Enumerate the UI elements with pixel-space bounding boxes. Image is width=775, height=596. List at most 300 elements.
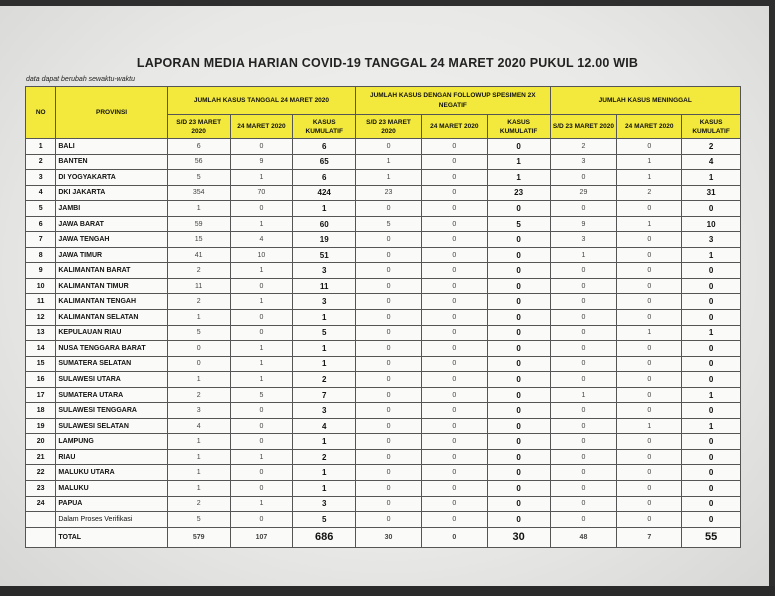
cell-value: 0	[356, 481, 422, 497]
table-row	[26, 496, 741, 512]
cell-kumulatif: 0	[682, 372, 741, 388]
cell-kumulatif: 5	[293, 512, 356, 528]
cell-value: 0	[421, 527, 487, 547]
cell-value: 0	[421, 372, 487, 388]
cell-value: 0	[550, 356, 617, 372]
cell-value: 59	[167, 216, 230, 232]
cell-value: 0	[356, 263, 422, 279]
header-today-negatif: 24 MARET 2020	[421, 115, 487, 139]
cell-value: 0	[421, 387, 487, 403]
cell-kumulatif: 1	[682, 247, 741, 263]
header-kum-negatif: KASUS KUMULATIF	[487, 115, 550, 139]
table-row	[26, 278, 741, 294]
table-row	[26, 294, 741, 310]
cell-value: 1	[230, 356, 293, 372]
cell-value: 10	[230, 247, 293, 263]
cell-value: 1	[167, 310, 230, 326]
cell-value: 56	[167, 154, 230, 170]
table-row	[26, 170, 741, 186]
cell-value: 579	[167, 527, 230, 547]
cell-no: 15	[26, 356, 56, 372]
header-group-meninggal: JUMLAH KASUS MENINGGAL	[550, 87, 740, 115]
cell-kumulatif: 0	[487, 310, 550, 326]
cell-value: 1	[230, 449, 293, 465]
cell-value: 0	[617, 247, 682, 263]
cell-provinsi: SULAWESI UTARA	[56, 372, 167, 388]
cell-value: 0	[230, 310, 293, 326]
cell-kumulatif: 424	[293, 185, 356, 201]
cell-value: 0	[550, 325, 617, 341]
cell-provinsi: KALIMANTAN SELATAN	[56, 310, 167, 326]
cell-no: 12	[26, 310, 56, 326]
table-row	[26, 341, 741, 357]
cell-value: 1	[230, 170, 293, 186]
cell-kumulatif: 1	[682, 387, 741, 403]
cell-value: 0	[167, 356, 230, 372]
table-row	[26, 232, 741, 248]
cell-value: 0	[230, 278, 293, 294]
cell-provinsi: PAPUA	[56, 496, 167, 512]
cell-kumulatif: 1	[682, 418, 741, 434]
cell-value: 1	[167, 372, 230, 388]
table-row	[26, 216, 741, 232]
cell-kumulatif: 60	[293, 216, 356, 232]
cell-kumulatif: 1	[293, 201, 356, 217]
cell-kumulatif: 0	[487, 325, 550, 341]
cell-value: 0	[356, 403, 422, 419]
cell-value: 1	[617, 154, 682, 170]
cell-value: 0	[356, 310, 422, 326]
cell-no: 24	[26, 496, 56, 512]
cell-no: 23	[26, 481, 56, 497]
cell-provinsi: KALIMANTAN TENGAH	[56, 294, 167, 310]
cell-kumulatif: 4	[682, 154, 741, 170]
dark-top-edge	[0, 0, 775, 6]
cell-provinsi: JAWA TIMUR	[56, 247, 167, 263]
cell-no: 18	[26, 403, 56, 419]
cell-kumulatif: 0	[682, 356, 741, 372]
cell-value: 0	[617, 201, 682, 217]
table-row	[26, 325, 741, 341]
cell-no: 5	[26, 201, 56, 217]
cell-kumulatif: 0	[487, 372, 550, 388]
cell-kumulatif: 3	[682, 232, 741, 248]
cell-kumulatif: 0	[487, 449, 550, 465]
cell-value: 0	[421, 325, 487, 341]
cell-kumulatif: 0	[682, 201, 741, 217]
cell-kumulatif: 0	[487, 481, 550, 497]
cell-kumulatif: 3	[293, 263, 356, 279]
table-row	[26, 372, 741, 388]
header-kum-meninggal: KASUS KUMULATIF	[682, 115, 741, 139]
cell-value: 9	[230, 154, 293, 170]
cell-kumulatif: 23	[487, 185, 550, 201]
cell-value: 0	[617, 341, 682, 357]
cell-value: 0	[550, 201, 617, 217]
cell-value: 23	[356, 185, 422, 201]
cell-kumulatif: 0	[487, 356, 550, 372]
cell-value: 0	[421, 154, 487, 170]
cell-value: 1	[167, 434, 230, 450]
dark-right-edge	[769, 0, 775, 596]
cell-value: 4	[230, 232, 293, 248]
cell-value: 0	[550, 278, 617, 294]
cell-value: 0	[421, 341, 487, 357]
cell-value: 2	[167, 496, 230, 512]
cell-kumulatif: 1	[293, 356, 356, 372]
cell-provinsi: MALUKU	[56, 481, 167, 497]
cell-provinsi: SUMATERA UTARA	[56, 387, 167, 403]
cell-provinsi: BALI	[56, 139, 167, 155]
table-row	[26, 139, 741, 155]
table-row	[26, 154, 741, 170]
covid-report-table	[25, 86, 741, 548]
cell-value: 0	[421, 356, 487, 372]
cell-value: 0	[356, 512, 422, 528]
cell-value: 0	[550, 481, 617, 497]
cell-no	[26, 527, 56, 547]
cell-value: 15	[167, 232, 230, 248]
cell-no: 13	[26, 325, 56, 341]
cell-kumulatif: 0	[487, 403, 550, 419]
cell-kumulatif: 4	[293, 418, 356, 434]
cell-value: 5	[230, 387, 293, 403]
cell-provinsi: KEPULAUAN RIAU	[56, 325, 167, 341]
cell-value: 0	[617, 387, 682, 403]
cell-value: 5	[356, 216, 422, 232]
cell-kumulatif: 686	[293, 527, 356, 547]
cell-kumulatif: 0	[487, 201, 550, 217]
header-today-kasus: 24 MARET 2020	[230, 115, 293, 139]
cell-value: 0	[617, 465, 682, 481]
cell-no: 16	[26, 372, 56, 388]
cell-value: 2	[167, 294, 230, 310]
cell-kumulatif: 0	[487, 341, 550, 357]
cell-value: 0	[550, 403, 617, 419]
cell-kumulatif: 1	[682, 325, 741, 341]
cell-no: 9	[26, 263, 56, 279]
header-group-negatif: JUMLAH KASUS DENGAN FOLLOWUP SPESIMEN 2X NEGATIF	[356, 87, 550, 115]
cell-value: 1	[230, 294, 293, 310]
cell-value: 0	[421, 139, 487, 155]
cell-value: 0	[356, 247, 422, 263]
cell-value: 1	[617, 170, 682, 186]
cell-value: 1	[167, 465, 230, 481]
cell-value: 0	[356, 372, 422, 388]
cell-value: 0	[550, 294, 617, 310]
cell-provinsi: JAWA BARAT	[56, 216, 167, 232]
cell-kumulatif: 3	[293, 496, 356, 512]
cell-kumulatif: 1	[487, 170, 550, 186]
cell-value: 6	[167, 139, 230, 155]
cell-value: 5	[167, 170, 230, 186]
cell-value: 1	[356, 154, 422, 170]
cell-value: 1	[550, 387, 617, 403]
cell-value: 0	[550, 170, 617, 186]
cell-value: 0	[617, 372, 682, 388]
cell-value: 0	[421, 310, 487, 326]
cell-provinsi: SULAWESI SELATAN	[56, 418, 167, 434]
cell-kumulatif: 1	[293, 310, 356, 326]
cell-kumulatif: 0	[487, 512, 550, 528]
cell-value: 1	[230, 341, 293, 357]
cell-value: 0	[550, 372, 617, 388]
cell-value: 0	[550, 418, 617, 434]
cell-provinsi: SUMATERA SELATAN	[56, 356, 167, 372]
header-provinsi: PROVINSI	[56, 87, 167, 139]
cell-kumulatif: 0	[682, 403, 741, 419]
cell-value: 1	[167, 449, 230, 465]
cell-provinsi: KALIMANTAN TIMUR	[56, 278, 167, 294]
cell-value: 107	[230, 527, 293, 547]
cell-value: 0	[230, 465, 293, 481]
cell-no: 4	[26, 185, 56, 201]
table-row	[26, 434, 741, 450]
cell-value: 1	[617, 418, 682, 434]
cell-value: 0	[421, 185, 487, 201]
cell-value: 3	[550, 154, 617, 170]
cell-value: 0	[421, 496, 487, 512]
cell-value: 0	[421, 403, 487, 419]
cell-kumulatif: 1	[682, 170, 741, 186]
table-row	[26, 310, 741, 326]
cell-kumulatif: 0	[487, 294, 550, 310]
cell-value: 0	[356, 139, 422, 155]
cell-value: 0	[356, 232, 422, 248]
cell-value: 0	[421, 170, 487, 186]
cell-value: 0	[356, 387, 422, 403]
cell-value: 2	[167, 387, 230, 403]
cell-no: 3	[26, 170, 56, 186]
cell-kumulatif: 0	[682, 341, 741, 357]
cell-kumulatif: 3	[293, 294, 356, 310]
cell-no: 22	[26, 465, 56, 481]
cell-value: 2	[550, 139, 617, 155]
cell-kumulatif: 0	[487, 496, 550, 512]
cell-value: 0	[356, 341, 422, 357]
cell-value: 1	[617, 325, 682, 341]
cell-provinsi: Dalam Proses Verifikasi	[56, 512, 167, 528]
cell-value: 0	[617, 449, 682, 465]
table-row	[26, 481, 741, 497]
cell-value: 0	[550, 434, 617, 450]
cell-value: 0	[421, 216, 487, 232]
cell-value: 0	[617, 481, 682, 497]
cell-kumulatif: 0	[682, 294, 741, 310]
cell-kumulatif: 0	[487, 263, 550, 279]
cell-value: 70	[230, 185, 293, 201]
cell-value: 0	[356, 449, 422, 465]
table-row	[26, 201, 741, 217]
cell-kumulatif: 19	[293, 232, 356, 248]
cell-provinsi: BANTEN	[56, 154, 167, 170]
cell-value: 0	[356, 201, 422, 217]
cell-value: 0	[617, 232, 682, 248]
cell-value: 0	[617, 356, 682, 372]
cell-value: 0	[617, 294, 682, 310]
cell-kumulatif: 2	[682, 139, 741, 155]
table-row	[26, 512, 741, 528]
cell-kumulatif: 11	[293, 278, 356, 294]
cell-value: 0	[617, 278, 682, 294]
cell-value: 0	[550, 465, 617, 481]
cell-value: 1	[356, 170, 422, 186]
cell-no: 10	[26, 278, 56, 294]
cell-value: 9	[550, 216, 617, 232]
cell-value: 0	[167, 341, 230, 357]
table-row	[26, 449, 741, 465]
cell-value: 1	[230, 216, 293, 232]
cell-provinsi: MALUKU UTARA	[56, 465, 167, 481]
cell-kumulatif: 0	[682, 465, 741, 481]
cell-provinsi: DI YOGYAKARTA	[56, 170, 167, 186]
cell-kumulatif: 7	[293, 387, 356, 403]
cell-value: 0	[617, 512, 682, 528]
total-row	[26, 527, 741, 547]
cell-kumulatif: 0	[682, 481, 741, 497]
cell-provinsi: RIAU	[56, 449, 167, 465]
cell-no: 20	[26, 434, 56, 450]
cell-no: 1	[26, 139, 56, 155]
cell-kumulatif: 31	[682, 185, 741, 201]
cell-value: 1	[230, 496, 293, 512]
cell-provinsi: JAMBI	[56, 201, 167, 217]
cell-value: 1	[167, 201, 230, 217]
table-row	[26, 263, 741, 279]
cell-kumulatif: 5	[293, 325, 356, 341]
cell-kumulatif: 6	[293, 170, 356, 186]
cell-provinsi: JAWA TENGAH	[56, 232, 167, 248]
cell-provinsi: SULAWESI TENGGARA	[56, 403, 167, 419]
cell-kumulatif: 0	[682, 434, 741, 450]
cell-value: 29	[550, 185, 617, 201]
cell-value: 2	[617, 185, 682, 201]
cell-no: 7	[26, 232, 56, 248]
cell-kumulatif: 0	[487, 232, 550, 248]
cell-no: 19	[26, 418, 56, 434]
cell-value: 0	[356, 465, 422, 481]
cell-value: 0	[421, 481, 487, 497]
cell-value: 11	[167, 278, 230, 294]
header-kum-kasus: KASUS KUMULATIF	[293, 115, 356, 139]
header-sd-negatif: S/D 23 MARET 2020	[356, 115, 422, 139]
cell-value: 3	[550, 232, 617, 248]
cell-value: 0	[421, 512, 487, 528]
cell-value: 0	[617, 403, 682, 419]
cell-value: 30	[356, 527, 422, 547]
cell-kumulatif: 0	[487, 387, 550, 403]
cell-value: 0	[550, 512, 617, 528]
cell-kumulatif: 5	[487, 216, 550, 232]
cell-no: 17	[26, 387, 56, 403]
table-row	[26, 465, 741, 481]
cell-value: 4	[167, 418, 230, 434]
header-group-kasus: JUMLAH KASUS TANGGAL 24 MARET 2020	[167, 87, 355, 115]
header-sd-kasus: S/D 23 MARET 2020	[167, 115, 230, 139]
cell-value: 0	[421, 465, 487, 481]
cell-value: 0	[230, 434, 293, 450]
cell-provinsi: LAMPUNG	[56, 434, 167, 450]
cell-value: 1	[230, 372, 293, 388]
cell-value: 0	[230, 139, 293, 155]
cell-kumulatif: 0	[682, 449, 741, 465]
cell-value: 0	[421, 232, 487, 248]
cell-value: 1	[617, 216, 682, 232]
cell-value: 2	[167, 263, 230, 279]
cell-kumulatif: 0	[487, 278, 550, 294]
cell-kumulatif: 0	[682, 263, 741, 279]
cell-kumulatif: 51	[293, 247, 356, 263]
cell-value: 48	[550, 527, 617, 547]
cell-value: 0	[356, 278, 422, 294]
cell-kumulatif: 55	[682, 527, 741, 547]
cell-value: 354	[167, 185, 230, 201]
table-row	[26, 418, 741, 434]
header-today-meninggal: 24 MARET 2020	[617, 115, 682, 139]
cell-no: 21	[26, 449, 56, 465]
cell-value: 0	[617, 139, 682, 155]
cell-value: 0	[230, 512, 293, 528]
cell-value: 0	[421, 278, 487, 294]
cell-kumulatif: 1	[293, 481, 356, 497]
cell-value: 0	[421, 294, 487, 310]
report-title: LAPORAN MEDIA HARIAN COVID-19 TANGGAL 24 MARET 2020 PUKUL 12.00 WIB	[136, 56, 639, 70]
cell-value: 0	[356, 325, 422, 341]
cell-no: 6	[26, 216, 56, 232]
cell-kumulatif: 2	[293, 449, 356, 465]
cell-value: 0	[617, 263, 682, 279]
cell-value: 0	[550, 310, 617, 326]
cell-value: 41	[167, 247, 230, 263]
header-no: NO	[26, 87, 56, 139]
cell-kumulatif: 0	[487, 139, 550, 155]
cell-value: 0	[421, 247, 487, 263]
cell-value: 0	[617, 496, 682, 512]
cell-value: 7	[617, 527, 682, 547]
cell-value: 0	[421, 434, 487, 450]
cell-no: 2	[26, 154, 56, 170]
cell-value: 0	[230, 481, 293, 497]
cell-provinsi: NUSA TENGGARA BARAT	[56, 341, 167, 357]
table-row	[26, 387, 741, 403]
table-row	[26, 247, 741, 263]
cell-value: 0	[550, 449, 617, 465]
table-row	[26, 403, 741, 419]
cell-value: 0	[421, 201, 487, 217]
cell-value: 0	[356, 496, 422, 512]
cell-value: 0	[356, 418, 422, 434]
cell-value: 0	[356, 356, 422, 372]
cell-value: 0	[356, 434, 422, 450]
cell-value: 0	[421, 449, 487, 465]
cell-provinsi: TOTAL	[56, 527, 167, 547]
cell-value: 1	[550, 247, 617, 263]
dark-bottom-edge	[0, 586, 775, 596]
cell-no: 11	[26, 294, 56, 310]
cell-value: 0	[421, 418, 487, 434]
cell-value: 0	[230, 325, 293, 341]
cell-kumulatif: 0	[682, 512, 741, 528]
data-change-note: data dapat berubah sewaktu-waktu	[26, 76, 135, 83]
cell-kumulatif: 6	[293, 139, 356, 155]
cell-kumulatif: 30	[487, 527, 550, 547]
cell-provinsi: DKI JAKARTA	[56, 185, 167, 201]
cell-no	[26, 512, 56, 528]
cell-value: 0	[617, 310, 682, 326]
cell-kumulatif: 0	[487, 418, 550, 434]
cell-kumulatif: 1	[487, 154, 550, 170]
header-sd-meninggal: S/D 23 MARET 2020	[550, 115, 617, 139]
